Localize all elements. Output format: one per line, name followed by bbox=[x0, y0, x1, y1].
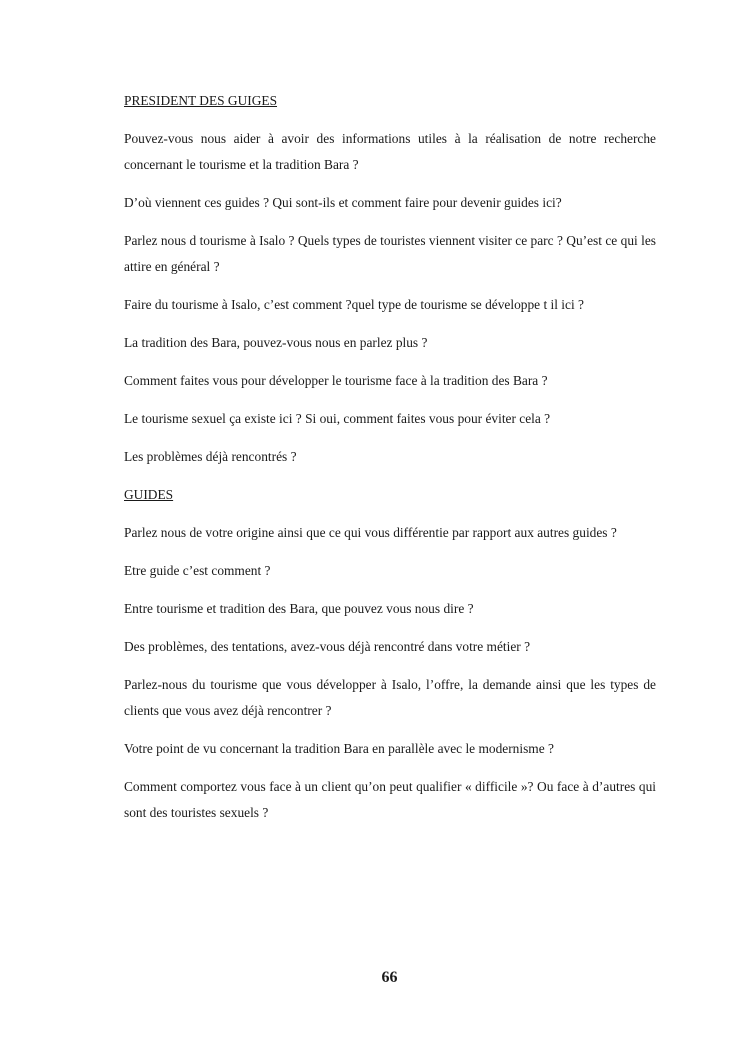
section-heading-president: PRESIDENT DES GUIGES bbox=[124, 93, 278, 108]
question-paragraph: Comment faites vous pour développer le tourisme face à la tradition des Bara ? bbox=[124, 373, 548, 388]
question-paragraph: Entre tourisme et tradition des Bara, que pouvez vous nous dire ? bbox=[124, 601, 474, 616]
question-paragraph: Le tourisme sexuel ça existe ici ? Si oui, comment faites vous pour éviter cela ? bbox=[124, 411, 551, 426]
section-heading-guides: GUIDES bbox=[124, 487, 174, 502]
question-paragraph: Faire du tourisme à Isalo, c’est comment ?quel type de tourisme se développe t il ici ? bbox=[124, 297, 584, 312]
page-content bbox=[124, 88, 656, 838]
question-paragraph: Des problèmes, des tentations, avez-vous déjà rencontré dans votre métier ? bbox=[124, 639, 531, 654]
question-paragraph: Parlez nous de votre origine ainsi que ce qui vous différentie par rapport aux autres guides ? bbox=[124, 525, 617, 540]
question-paragraph: Les problèmes déjà rencontrés ? bbox=[124, 449, 297, 464]
question-paragraph: D’où viennent ces guides ? Qui sont-ils et comment faire pour devenir guides ici? bbox=[124, 195, 562, 210]
question-paragraph: Parlez-nous du tourisme que vous développer à Isalo, l’offre, la demande ainsi que les types de clients que vous avez déjà rencontrer ? bbox=[124, 677, 656, 718]
question-paragraph: Etre guide c’est comment ? bbox=[124, 563, 271, 578]
question-paragraph: La tradition des Bara, pouvez-vous nous en parlez plus ? bbox=[124, 335, 428, 350]
question-paragraph: Votre point de vu concernant la tradition Bara en parallèle avec le modernisme ? bbox=[124, 741, 554, 756]
question-paragraph: Pouvez-vous nous aider à avoir des informations utiles à la réalisation de notre recherche concernant le tourisme et la tradition Bara ? bbox=[124, 131, 656, 172]
question-paragraph: Comment comportez vous face à un client qu’on peut qualifier « difficile »? Ou face à d’autres qui sont des touristes sexuels ? bbox=[124, 779, 656, 820]
question-paragraph: Parlez nous d tourisme à Isalo ? Quels types de touristes viennent visiter ce parc ? Qu’est ce qui les attire en général ? bbox=[124, 233, 656, 274]
page-number: 66 bbox=[381, 969, 398, 986]
